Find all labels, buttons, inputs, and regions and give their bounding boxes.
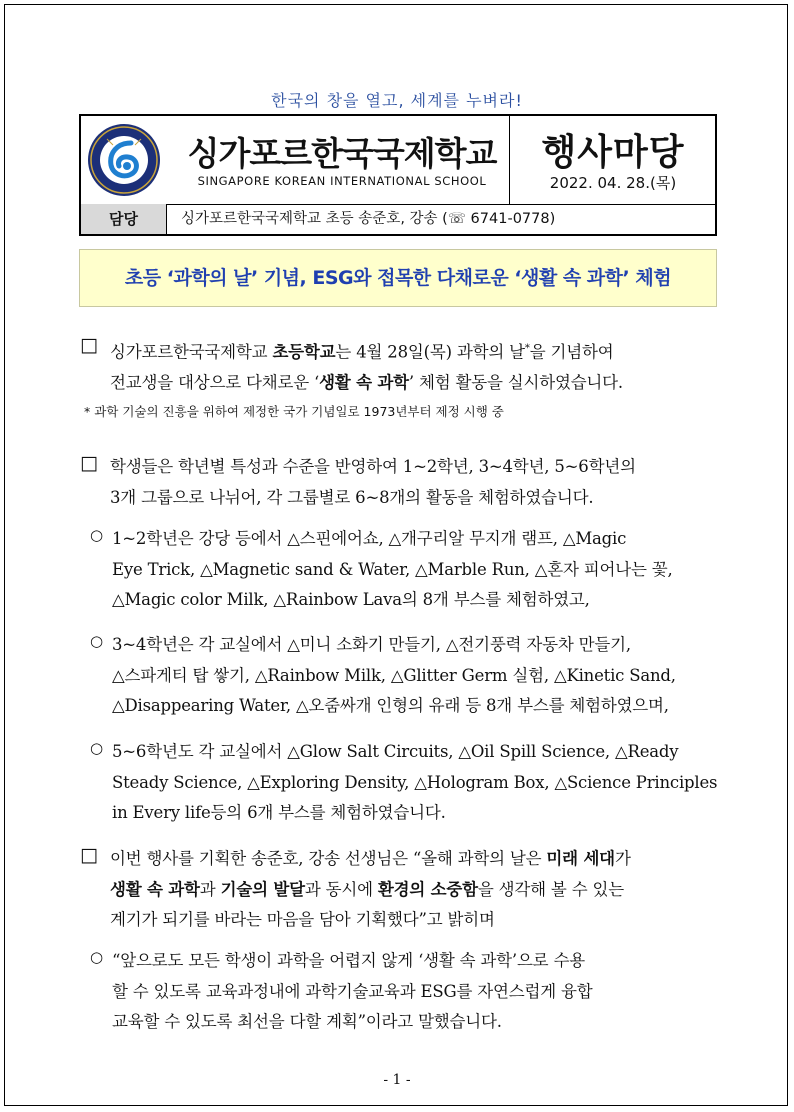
slogan: 한국의 창을 열고, 세계를 누벼라! [271, 91, 523, 110]
square-bullet-icon: □ [80, 452, 98, 474]
contact-value: 싱가포르한국국제학교 초등 송준호, 강송 (☏ 6741-0778) [181, 211, 556, 227]
paragraph-intro [110, 334, 716, 399]
school-logo [87, 123, 161, 197]
paragraph-line: 1~2학년은 강당 등에서 △스핀에어쇼, △개구리알 무지개 램프, △Magic [112, 529, 627, 548]
header-row-contact [81, 204, 715, 234]
paragraph-future-plan [112, 946, 716, 1038]
contact-label: 담당 [81, 204, 166, 234]
paragraph-line: 할 수 있도록 교육과정내에 과학기술교육과 ESG를 자연스럽게 융합 [112, 981, 593, 1001]
paragraph-line: 전교생을 대상으로 다채로운 ‘생활 속 과학’ 체험 활동을 실시하였습니다. [110, 373, 623, 392]
square-bullet-icon: □ [80, 334, 98, 356]
event-title: 행사마당 [541, 132, 685, 173]
event-date: 2022. 04. 28.(목) [549, 174, 677, 192]
paragraph-grade-5-6 [112, 737, 716, 829]
header-row-title [81, 116, 715, 205]
paragraph-line: △Magic color Milk, △Rainbow Lava의 8개 부스를 체험하였고, [112, 590, 590, 609]
paragraph-groups [110, 452, 716, 513]
school-name-korean: 싱가포르한국국제학교 [187, 134, 497, 173]
paragraph-line: in Every life등의 6개 부스를 체험하였습니다. [112, 803, 446, 822]
paragraph-line: 싱가포르한국국제학교 초등학교는 4월 28일(목) 과학의 날*을 기념하여 [110, 342, 614, 362]
school-name-english: SINGAPORE KOREAN INTERNATIONAL SCHOOL [197, 174, 487, 188]
paragraph-line: 학생들은 학년별 특성과 수준을 반영하여 1~2학년, 3~4학년, 5~6학년의 [110, 457, 636, 476]
header-table [79, 114, 717, 236]
paragraph-line: Eye Trick, △Magnetic sand & Water, △Marble Run, △혼자 피어나는 꽃, [112, 559, 673, 579]
paragraph-line: 3개 그룹으로 나뉘어, 각 그룹별로 6~8개의 활동을 체험하였습니다. [110, 487, 594, 507]
paragraph-line: “앞으로도 모든 학생이 과학을 어렵지 않게 ‘생활 속 과학’으로 수용 [112, 951, 585, 970]
page-number: - 1 - [383, 1072, 411, 1088]
circle-bullet-icon: ○ [90, 948, 104, 966]
contact-divider [166, 204, 167, 234]
paragraph-line: 교육할 수 있도록 최선을 다할 계획”이라고 말했습니다. [112, 1012, 502, 1031]
circle-bullet-icon: ○ [90, 739, 104, 757]
circle-bullet-icon: ○ [90, 526, 104, 544]
paragraph-teacher-quote [110, 844, 716, 936]
paragraph-line: 이번 행사를 기획한 송준호, 강송 선생님은 “올해 과학의 날은 미래 세대가 [110, 849, 631, 868]
headline: 초등 ‘과학의 날’ 기념, ESG와 접목한 다채로운 ‘생활 속 과학’ 체험 [79, 249, 717, 307]
circle-bullet-icon: ○ [90, 632, 104, 650]
header-divider [509, 116, 510, 204]
paragraph-line: 계기가 되기를 바라는 마음을 담아 기획했다”고 밝히며 [110, 910, 495, 929]
footnote: * 과학 기술의 진흥을 위하여 제정한 국가 기념일로 1973년부터 제정 시행 중 [84, 404, 504, 419]
paragraph-grade-3-4 [112, 630, 716, 722]
paragraph-line: △Disappearing Water, △오줌싸개 인형의 유래 등 8개 부스를 체험하였으며, [112, 696, 669, 715]
paragraph-line: △스파게티 탑 쌓기, △Rainbow Milk, △Glitter Germ 실험, △Kinetic Sand, [112, 665, 676, 685]
paragraph-line: 생활 속 과학과 기술의 발달과 동시에 환경의 소중함을 생각해 볼 수 있는 [110, 879, 624, 899]
paragraph-line: 3~4학년은 각 교실에서 △미니 소화기 만들기, △전기풍력 자동차 만들기, [112, 635, 631, 654]
paragraph-line: Steady Science, △Exploring Density, △Hologram Box, △Science Principles [112, 772, 718, 792]
paragraph-line: 5~6학년도 각 교실에서 △Glow Salt Circuits, △Oil Spill Science, △Ready [112, 742, 679, 761]
paragraph-grade-1-2 [112, 524, 716, 616]
square-bullet-icon: □ [80, 844, 98, 866]
